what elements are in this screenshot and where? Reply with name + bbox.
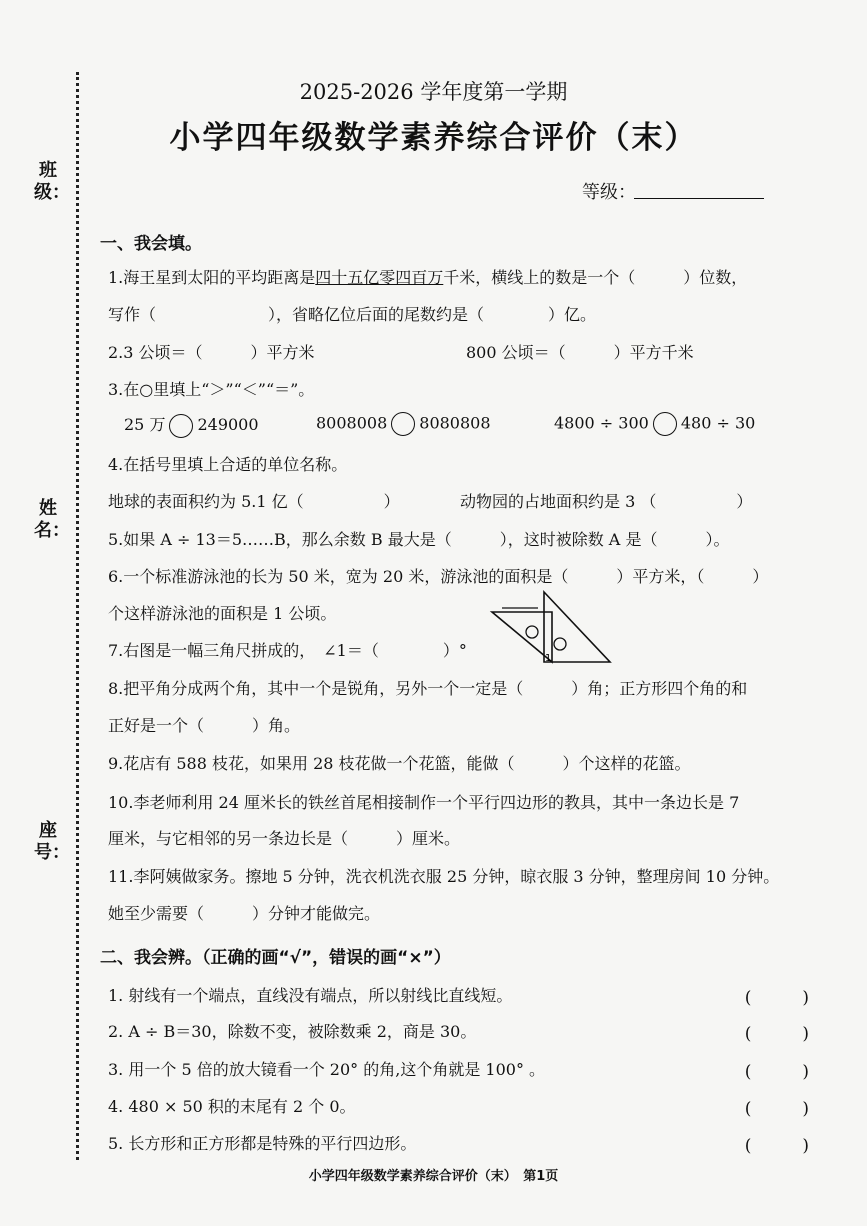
section2-heading: 二、我会辨。（正确的画“√”，错误的画“×”）	[100, 948, 451, 968]
q10-line1: 10.李老师利用 24 厘米长的铁丝首尾相接制作一个平行四边形的教具，其中一条边长是 7	[108, 793, 740, 812]
q6-line2: 个这样游泳池的面积是 1 公顷。	[108, 604, 337, 623]
compare-circle-b[interactable]	[391, 412, 415, 436]
q3-compare-c	[554, 412, 755, 436]
q1-text-post: 千米，横线上的数是一个（ ）位数，	[443, 268, 748, 287]
q3-b-left: 8008008	[316, 413, 388, 433]
q11-line2: 她至少需要（ ）分钟才能做完。	[108, 904, 381, 923]
judge-item-2: 2. A ÷ B＝30，除数不变，被除数乘 2，商是 30。	[108, 1022, 477, 1041]
ruler-hole-right	[554, 638, 566, 650]
compare-circle-a[interactable]	[169, 414, 193, 438]
q4-part-a: 地球的表面积约为 5.1 亿（ ）	[108, 492, 400, 511]
angle-1-label: 1	[545, 653, 552, 664]
q4-instruction: 4.在括号里填上合适的单位名称。	[108, 455, 348, 474]
binding-dotted-line	[76, 72, 79, 1160]
q3-instruction: 3.在○里填上“＞”“＜”“＝”。	[108, 380, 315, 399]
triangle-ruler-right	[544, 592, 610, 662]
q3-b-right: 8080808	[419, 413, 491, 433]
q2-part-b: 800 公顷＝（ ）平方千米	[466, 343, 694, 362]
school-year: 2025-2026 学年度第一学期	[299, 80, 568, 104]
class-label: 班级：	[34, 160, 70, 203]
judge-item-5: 5. 长方形和正方形都是特殊的平行四边形。	[108, 1134, 417, 1153]
judge-answer-5[interactable]: ( )	[744, 1136, 809, 1156]
q2-part-a: 2.3 公顷＝（ ）平方米	[108, 343, 315, 362]
judge-answer-1[interactable]: ( )	[744, 988, 809, 1008]
name-label: 姓名：	[34, 498, 70, 541]
q3-compare-b	[316, 412, 491, 436]
q8-line1: 8.把平角分成两个角，其中一个是锐角，另外一个一定是（ ）角；正方形四个角的和	[108, 679, 748, 698]
q1-underlined-number: 四十五亿零四百万	[315, 268, 444, 287]
q3-c-right: 480 ÷ 30	[680, 413, 756, 433]
q8-line2: 正好是一个（ ）角。	[108, 716, 301, 735]
triangle-rulers-figure	[488, 590, 612, 666]
section1-heading: 一、我会填。	[100, 234, 202, 254]
q10-line2: 厘米，与它相邻的另一条边长是（ ）厘米。	[108, 829, 461, 848]
page-footer: 小学四年级数学素养综合评价（末） 第1页	[308, 1169, 559, 1184]
q9: 9.花店有 588 枝花，如果用 28 枝花做一个花篮，能做（ ）个这样的花篮。	[108, 754, 691, 773]
judge-item-4: 4. 480 × 50 积的末尾有 2 个 0。	[108, 1097, 356, 1116]
q7: 7.右图是一幅三角尺拼成的， ∠1＝（ ）°	[108, 641, 467, 660]
compare-circle-c[interactable]	[653, 412, 677, 436]
q5: 5.如果 A ÷ 13＝5……B，那么余数 B 最大是（ ），这时被除数 A 是（ ）。	[108, 530, 730, 549]
q3-compare-a	[124, 412, 259, 438]
grade-label: 等级：	[582, 182, 636, 203]
triangle-ruler-left	[492, 612, 552, 662]
q1-line2: 写作（ ），省略亿位后面的尾数约是（ ）亿。	[108, 305, 597, 324]
page-title: 小学四年级数学素养综合评价（末）	[169, 120, 698, 156]
q3-a-right: 249000	[197, 415, 259, 434]
judge-answer-2[interactable]: ( )	[744, 1024, 809, 1044]
q3-a-left: 25 万	[124, 415, 166, 434]
q1-line1	[108, 265, 747, 288]
judge-item-1: 1. 射线有一个端点，直线没有端点，所以射线比直线短。	[108, 986, 513, 1005]
judge-answer-3[interactable]: ( )	[744, 1062, 809, 1082]
q3-c-left: 4800 ÷ 300	[554, 413, 649, 433]
q6-line1: 6.一个标准游泳池的长为 50 米，宽为 20 米，游泳池的面积是（ ）平方米，（ ）	[108, 567, 769, 586]
seat-label: 座号：	[34, 820, 70, 863]
q1-text-pre: 1.海王星到太阳的平均距离是	[108, 268, 316, 287]
judge-item-3: 3. 用一个 5 倍的放大镜看一个 20° 的角,这个角就是 100° 。	[108, 1060, 546, 1079]
q11-line1: 11.李阿姨做家务。擦地 5 分钟，洗衣机洗衣服 25 分钟，晾衣服 3 分钟，整理房间 10 分钟。	[108, 867, 780, 886]
grade-blank[interactable]	[634, 198, 764, 199]
judge-answer-4[interactable]: ( )	[744, 1099, 809, 1119]
q4-part-b: 动物园的占地面积约是 3 （ ）	[460, 492, 753, 511]
ruler-hole-left	[526, 626, 538, 638]
